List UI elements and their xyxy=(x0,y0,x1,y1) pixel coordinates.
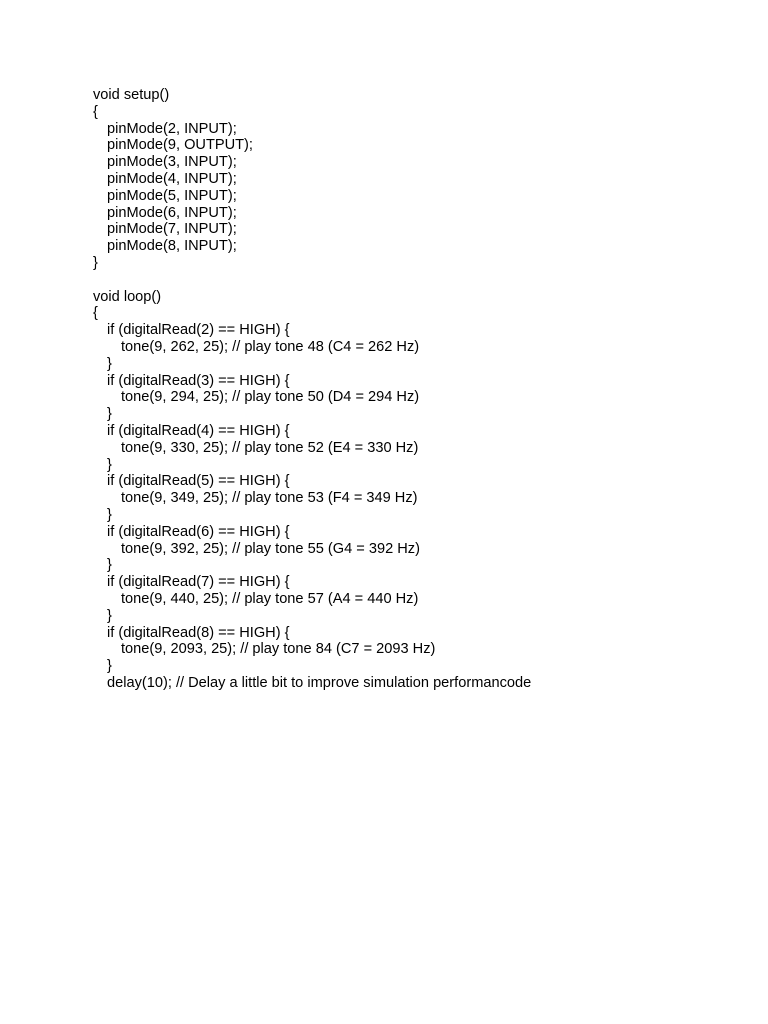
if-line: if (digitalRead(3) == HIGH) { xyxy=(107,372,290,389)
if-close-brace: } xyxy=(107,406,112,423)
if-line: if (digitalRead(5) == HIGH) { xyxy=(107,473,290,490)
setup-signature: void setup() xyxy=(93,87,170,103)
tone-line: tone(9, 2093, 25); // play tone 84 (C7 = 2093 Hz) xyxy=(121,641,436,658)
if-line: if (digitalRead(6) == HIGH) { xyxy=(107,523,290,540)
code-listing xyxy=(93,87,713,692)
setup-line: pinMode(7, INPUT); xyxy=(107,221,237,238)
if-close-brace: } xyxy=(107,506,112,523)
tone-line: tone(9, 349, 25); // play tone 53 (F4 = 349 Hz) xyxy=(121,490,418,507)
setup-line: pinMode(5, INPUT); xyxy=(107,187,237,204)
tone-line: tone(9, 262, 25); // play tone 48 (C4 = 262 Hz) xyxy=(121,338,420,355)
if-close-brace: } xyxy=(107,658,112,675)
delay-line: delay(10); // Delay a little bit to improve simulation performancode xyxy=(107,674,532,691)
blank-line xyxy=(93,272,713,289)
setup-line: pinMode(8, INPUT); xyxy=(107,238,237,255)
setup-line: pinMode(3, INPUT); xyxy=(107,154,237,171)
if-line: if (digitalRead(7) == HIGH) { xyxy=(107,574,290,591)
tone-line: tone(9, 330, 25); // play tone 52 (E4 = 330 Hz) xyxy=(121,439,419,456)
if-close-brace: } xyxy=(107,557,112,574)
setup-line: pinMode(4, INPUT); xyxy=(107,170,237,187)
tone-line: tone(9, 440, 25); // play tone 57 (A4 = 440 Hz) xyxy=(121,590,419,607)
setup-line: pinMode(2, INPUT); xyxy=(107,120,237,137)
if-close-brace: } xyxy=(107,355,112,372)
setup-line: pinMode(9, OUTPUT); xyxy=(107,137,253,154)
loop-signature: void loop() xyxy=(93,288,162,305)
tone-line: tone(9, 294, 25); // play tone 50 (D4 = 294 Hz) xyxy=(121,389,420,406)
setup-open-brace: { xyxy=(93,103,98,120)
loop-open-brace: { xyxy=(93,305,98,322)
setup-line: pinMode(6, INPUT); xyxy=(107,204,237,221)
if-line: if (digitalRead(4) == HIGH) { xyxy=(107,422,290,439)
if-close-brace: } xyxy=(107,607,112,624)
if-line: if (digitalRead(8) == HIGH) { xyxy=(107,624,290,641)
setup-close-brace: } xyxy=(93,254,98,271)
if-close-brace: } xyxy=(107,456,112,473)
if-line: if (digitalRead(2) == HIGH) { xyxy=(107,322,290,339)
tone-line: tone(9, 392, 25); // play tone 55 (G4 = 392 Hz) xyxy=(121,540,420,557)
